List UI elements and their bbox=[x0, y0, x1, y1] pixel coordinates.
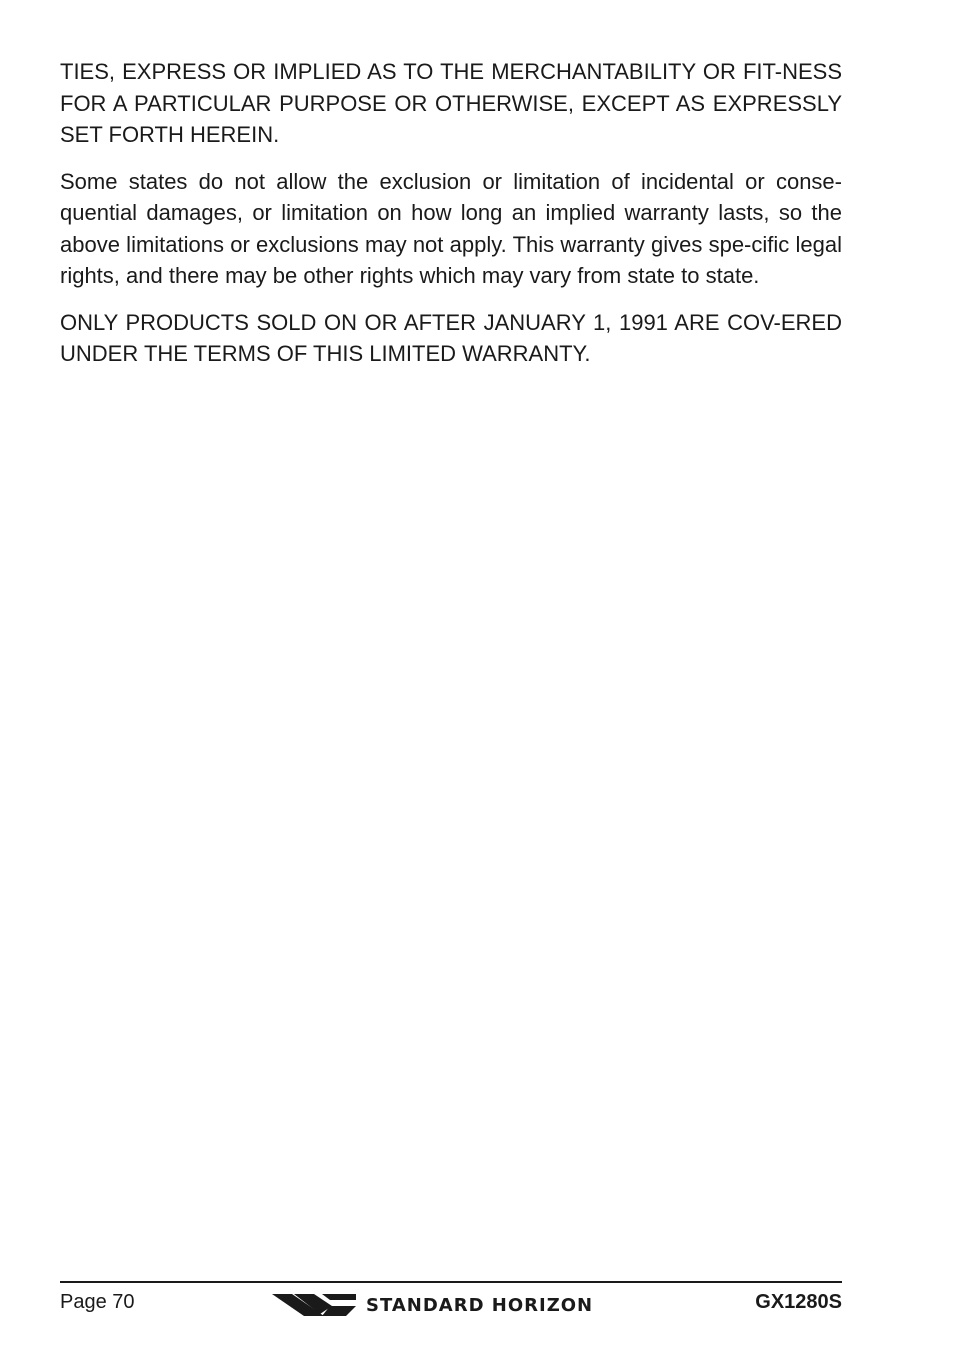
standard-horizon-logo-icon bbox=[272, 1292, 356, 1318]
model-number: GX1280S bbox=[755, 1291, 842, 1313]
warranty-paragraph-2: Some states do not allow the exclusion or limitation of incidental or conse-quential damages, or limitation on how long an implied warranty lasts, so the above limitations or exclusions may not apply. This warranty gives spe-cific legal rights, and there may be other rights which may vary from state to state. bbox=[60, 168, 842, 288]
page-number: Page 70 bbox=[60, 1291, 135, 1313]
page-footer bbox=[60, 1281, 842, 1323]
brand-name: STANDARD HORIZON bbox=[366, 1294, 594, 1316]
document-body bbox=[60, 56, 842, 385]
warranty-paragraph-3: ONLY PRODUCTS SOLD ON OR AFTER JANUARY 1, 1991 ARE COV-ERED UNDER THE TERMS OF THIS LIMITED WARRANTY. bbox=[60, 309, 842, 366]
warranty-paragraph-1: TIES, EXPRESS OR IMPLIED AS TO THE MERCHANTABILITY OR FIT-NESS FOR A PARTICULAR PURPOSE OR OTHERWISE, EXCEPT AS EXPRESSLY SET FORTH HEREIN. bbox=[60, 59, 842, 147]
brand-logo bbox=[272, 1291, 593, 1319]
